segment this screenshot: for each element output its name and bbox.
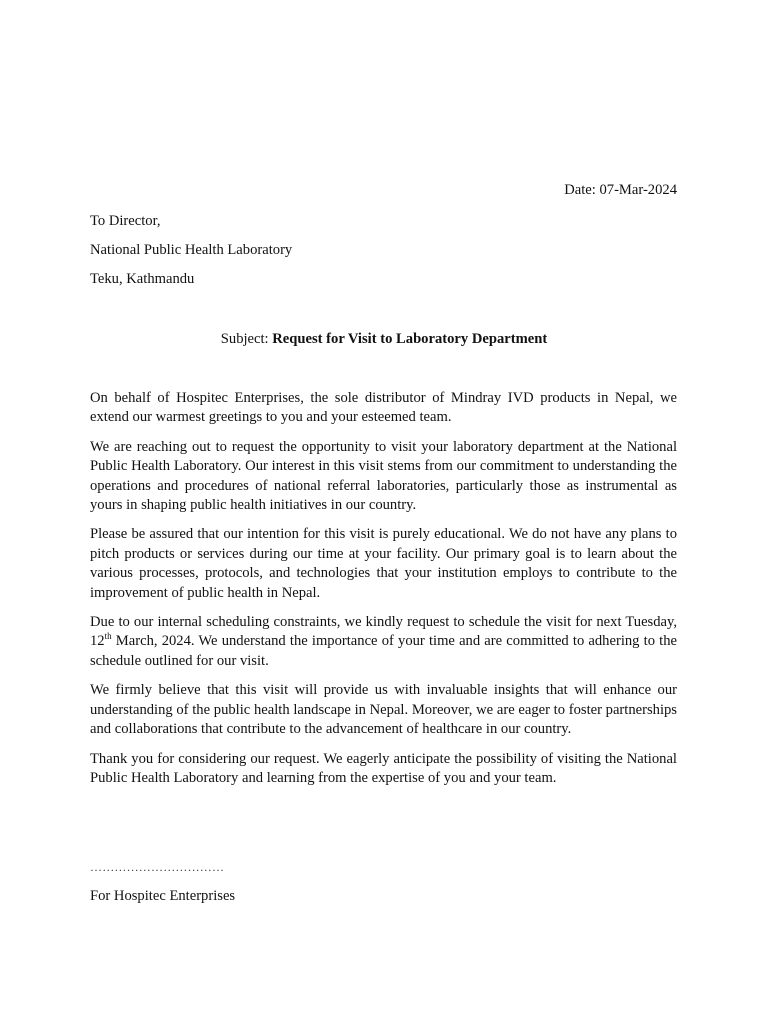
paragraph-schedule (90, 613, 677, 671)
paragraph-closing: Thank you for considering our request. We eagerly anticipate the possibility of visiting the National Public Health Laboratory and learning from the expertise of you and your team. (90, 750, 677, 786)
date-ordinal-suffix: th (104, 631, 112, 642)
subject-text: Request for Visit to Laboratory Department (272, 331, 548, 347)
recipient-title: To Director, (90, 213, 161, 229)
recipient-organization: National Public Health Laboratory (90, 242, 293, 258)
subject-line (0, 330, 768, 349)
signature-company: For Hospitec Enterprises (90, 888, 236, 904)
letter-body (90, 389, 677, 798)
schedule-text-start: Due to our internal scheduling constraints, we kindly request to schedule the visit for next Tuesday, 12 (90, 614, 677, 650)
paragraph-request: We are reaching out to request the opportunity to visit your laboratory department at the National Public Health Laboratory. Our interest in this visit stems from our commitment to understanding the operations and procedures of national referral laboratories, particularly those as instrumental as yours in shaping public health initiatives in our country. (90, 438, 677, 514)
letter-date: Date: 07-Mar-2024 (564, 182, 677, 198)
paragraph-belief: We firmly believe that this visit will provide us with invaluable insights that will enhance our understanding of the public health landscape in Nepal. Moreover, we are eager to foster partnerships and collaborations that contribute to the advancement of healthcare in our country. (90, 682, 677, 738)
subject-prefix: Subject: (220, 331, 273, 347)
recipient-address: Teku, Kathmandu (90, 271, 195, 287)
schedule-text-end: March, 2024. We understand the importance of your time and are committed to adhering to the schedule outlined for our visit. (90, 633, 677, 669)
paragraph-intention: Please be assured that our intention for this visit is purely educational. We do not have any plans to pitch products or services during our time at your facility. Our primary goal is to learn about the various processes, protocols, and technologies that your institution employs to contribute to the improvement of public health in Nepal. (90, 526, 677, 601)
signature-line: …………………………… (90, 860, 225, 874)
paragraph-greeting: On behalf of Hospitec Enterprises, the sole distributor of Mindray IVD products in Nepal, we extend our warmest greetings to you and your esteemed team. (90, 390, 677, 426)
